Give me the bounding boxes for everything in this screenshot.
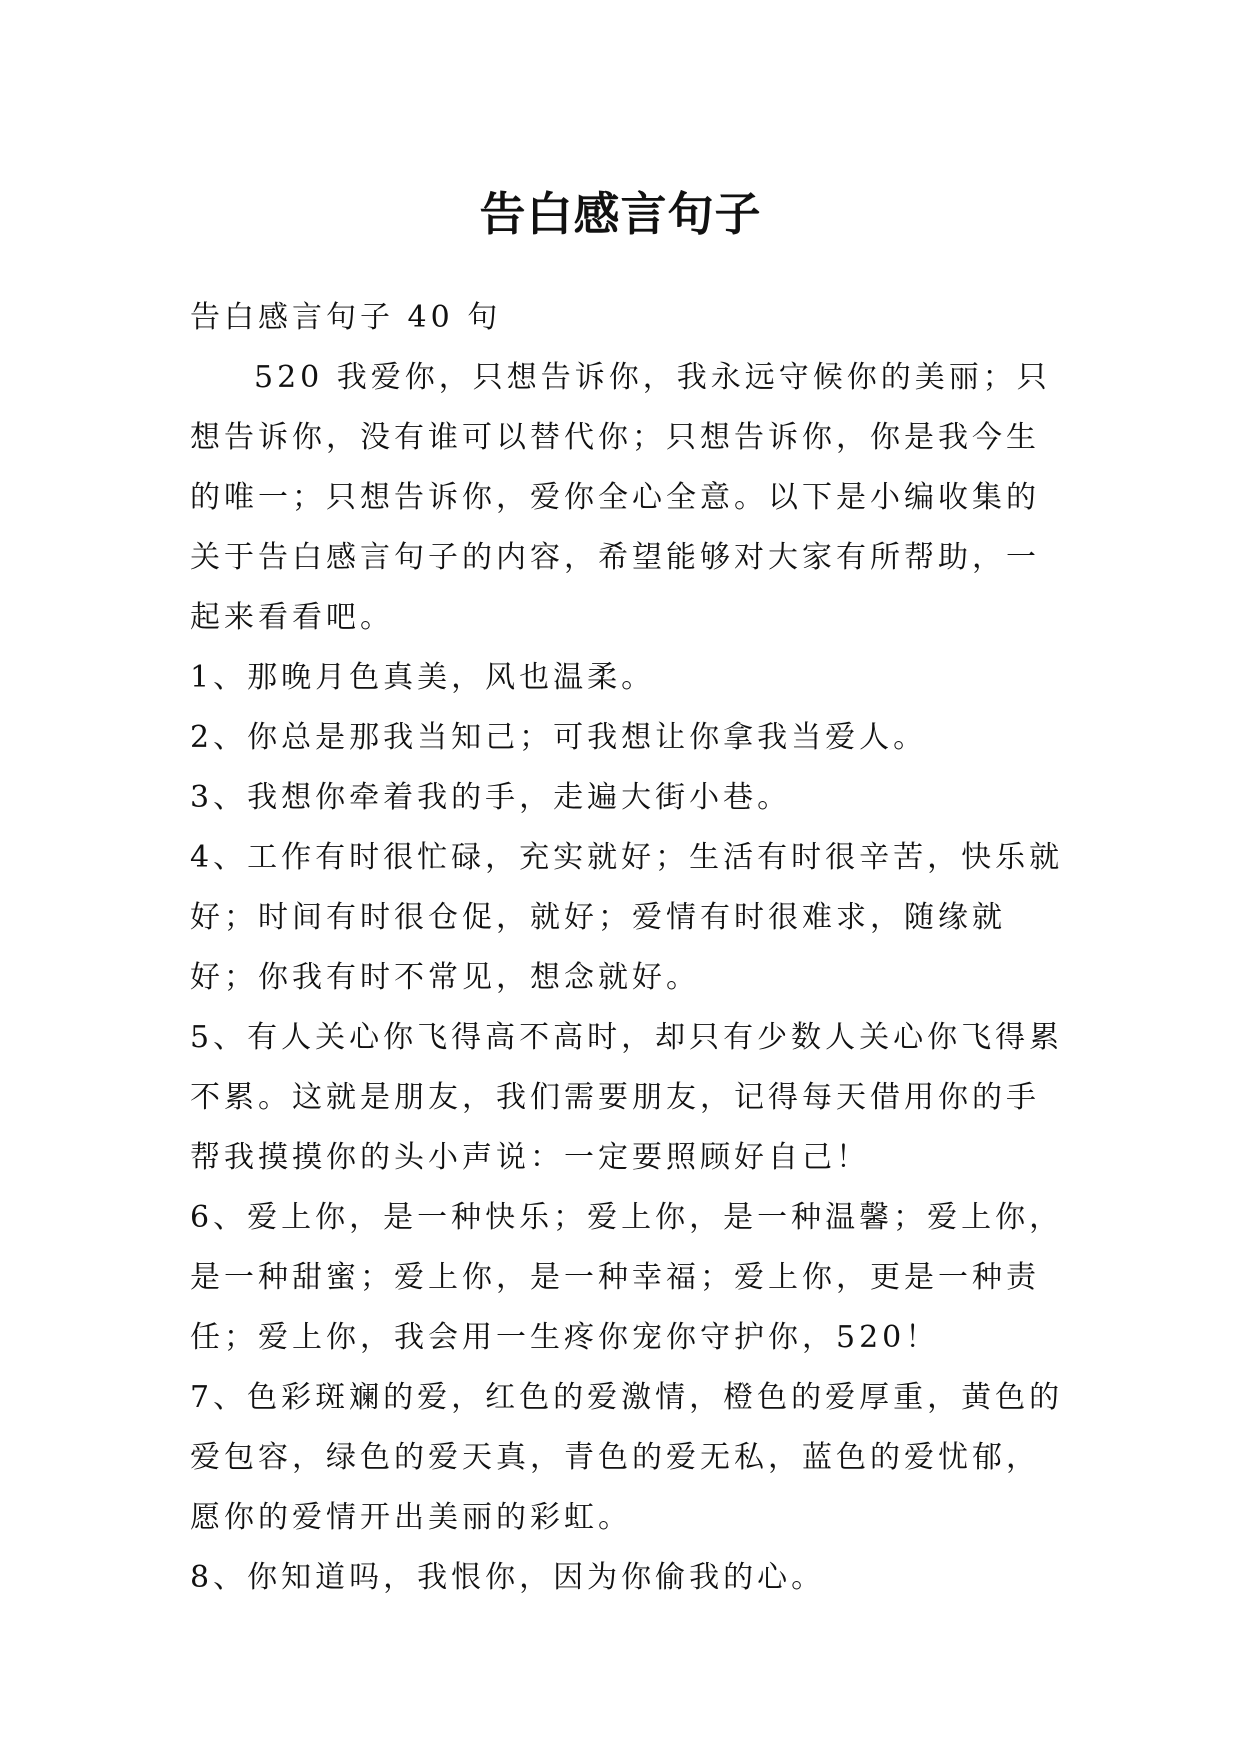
list-item: 4、工作有时很忙碌，充实就好；生活有时很辛苦，快乐就好；时间有时很仓促，就好；爱情有时很难求，随缘就好；你我有时不常见，想念就好。: [190, 840, 1064, 995]
list-item: 3、我想你牵着我的手，走遍大街小巷。: [190, 780, 792, 815]
document-title: 告白感言句子: [479, 186, 762, 241]
list-item: 6、爱上你，是一种快乐；爱上你，是一种温馨；爱上你，是一种甜蜜；爱上你，是一种幸福；爱上你，更是一种责任；爱上你，我会用一生疼你宠你守护你，520！: [190, 1200, 1064, 1355]
list-item: 5、有人关心你飞得高不高时，却只有少数人关心你飞得累不累。这就是朋友，我们需要朋友，记得每天借用你的手帮我摸摸你的头小声说：一定要照顾好自己！: [190, 1020, 1064, 1175]
intro-paragraph: 520 我爱你，只想告诉你，我永远守候你的美丽；只想告诉你，没有谁可以替代你；只想告诉你，你是我今生的唯一；只想告诉你，爱你全心全意。以下是小编收集的关于告白感言句子的内容，希望能够对大家有所帮助，一起来看看吧。: [190, 360, 1051, 635]
list-item: 7、色彩斑斓的爱，红色的爱激情，橙色的爱厚重，黄色的爱包容，绿色的爱天真，青色的爱无私，蓝色的爱忧郁，愿你的爱情开出美丽的彩虹。: [190, 1380, 1064, 1535]
list-item: 2、你总是那我当知己；可我想让你拿我当爱人。: [190, 720, 928, 755]
list-item: 1、那晚月色真美，风也温柔。: [190, 660, 656, 695]
document-subtitle: 告白感言句子 40 句: [190, 300, 502, 335]
document-body: [190, 288, 1070, 1608]
list-item: 8、你知道吗，我恨你，因为你偷我的心。: [190, 1560, 826, 1595]
